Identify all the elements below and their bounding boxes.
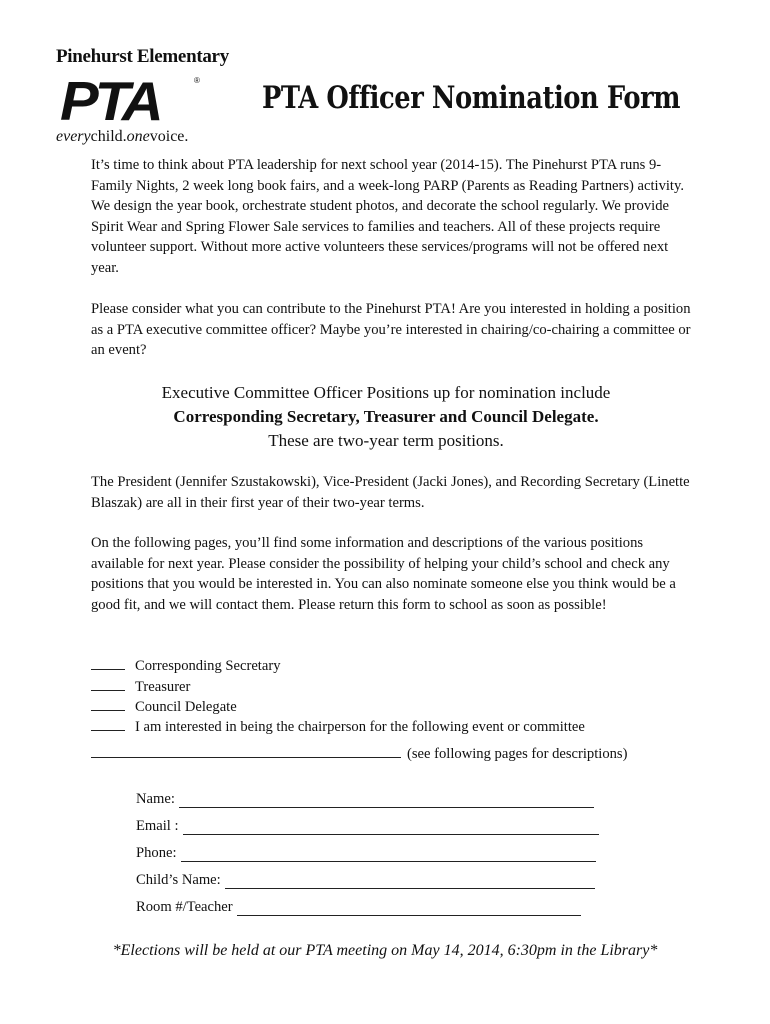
positions-block	[91, 381, 681, 453]
name-field	[136, 791, 594, 808]
intro-paragraph: It’s time to think about PTA leadership for next school year (2014-15). The Pinehurst PTA runs 9-Family Nights, 2 week long book fairs, and a week-long PARP (Parents as Reading Partners) activity. We design the year book, orchestrate student photos, and decorate the school regularly. We provide Spirit Wear and Spring Flower Sale services to families and teachers. All of these projects require volunteer support. Without more active volunteers these services/programs will not be offered next year.	[91, 157, 684, 276]
checklist-label: Council Delegate	[135, 699, 237, 715]
current-officers-paragraph: The President (Jennifer Szustakowski), Vice-President (Jacki Jones), and Recording Secretary (Linette Blaszak) are all in their first year of their two-year terms.	[91, 474, 690, 511]
phone-input-line[interactable]	[181, 847, 596, 862]
pta-logo-text: PTA	[60, 70, 160, 133]
room-teacher-input-line[interactable]	[237, 901, 581, 916]
following-paragraph: On the following pages, you’ll find some information and descriptions of the various positions available for next year. Please consider the possibility of helping your child’s school and check any positions that you would be interested in. You can also nominate someone else you think would be a good fit, and we will contact them. Please return this form to school as soon as possible!	[91, 535, 676, 613]
email-label: Email :	[136, 818, 179, 834]
checkbox-blank[interactable]	[91, 716, 125, 731]
consider-paragraph: Please consider what you can contribute to the Pinehurst PTA! Are you interested in holding a position as a PTA executive committee officer? Maybe you’re interested in chairing/co-chairing a committee or an event?	[91, 301, 691, 359]
phone-field	[136, 845, 596, 862]
school-name: Pinehurst Elementary	[56, 46, 229, 67]
positions-line-3: These are two-year term positions.	[268, 431, 504, 450]
room-teacher-field	[136, 899, 581, 916]
checklist-label: I am interested in being the chairperson for the following event or committee	[135, 719, 585, 735]
pta-logo	[60, 70, 210, 133]
chairperson-input-line[interactable]	[91, 743, 401, 758]
child-name-input-line[interactable]	[225, 874, 595, 889]
email-field	[136, 818, 599, 835]
checklist-item[interactable]	[91, 696, 237, 718]
checklist-item[interactable]	[91, 655, 281, 677]
pta-tagline	[56, 128, 188, 146]
phone-label: Phone:	[136, 845, 177, 861]
checkbox-blank[interactable]	[91, 676, 125, 691]
chairperson-row	[91, 743, 627, 765]
tagline-voice: voice.	[149, 128, 189, 145]
checklist-label: Corresponding Secretary	[135, 658, 281, 674]
checkbox-blank[interactable]	[91, 696, 125, 711]
elections-footer: *Elections will be held at our PTA meeting on May 14, 2014, 6:30pm in the Library*	[112, 942, 658, 959]
see-following-note: (see following pages for descriptions)	[407, 746, 628, 762]
checklist-label: Treasurer	[135, 679, 191, 695]
name-label: Name:	[136, 791, 175, 807]
positions-highlight: Corresponding Secretary, Treasurer and Council Delegate.	[173, 407, 599, 426]
name-input-line[interactable]	[179, 793, 594, 808]
email-input-line[interactable]	[183, 820, 599, 835]
checklist-item[interactable]	[91, 716, 585, 738]
checklist-item[interactable]	[91, 676, 190, 698]
child-name-field	[136, 872, 595, 889]
registered-mark: ®	[194, 76, 200, 85]
room-teacher-label: Room #/Teacher	[136, 899, 233, 915]
tagline-one: one	[126, 128, 150, 145]
checkbox-blank[interactable]	[91, 655, 125, 670]
tagline-every: every	[56, 128, 91, 145]
form-title: PTA Officer Nomination Form	[262, 80, 681, 116]
positions-line-1: Executive Committee Officer Positions up for nomination include	[161, 383, 611, 402]
tagline-child: child.	[90, 128, 127, 145]
child-name-label: Child’s Name:	[136, 872, 221, 888]
positions-line-2	[91, 405, 681, 429]
